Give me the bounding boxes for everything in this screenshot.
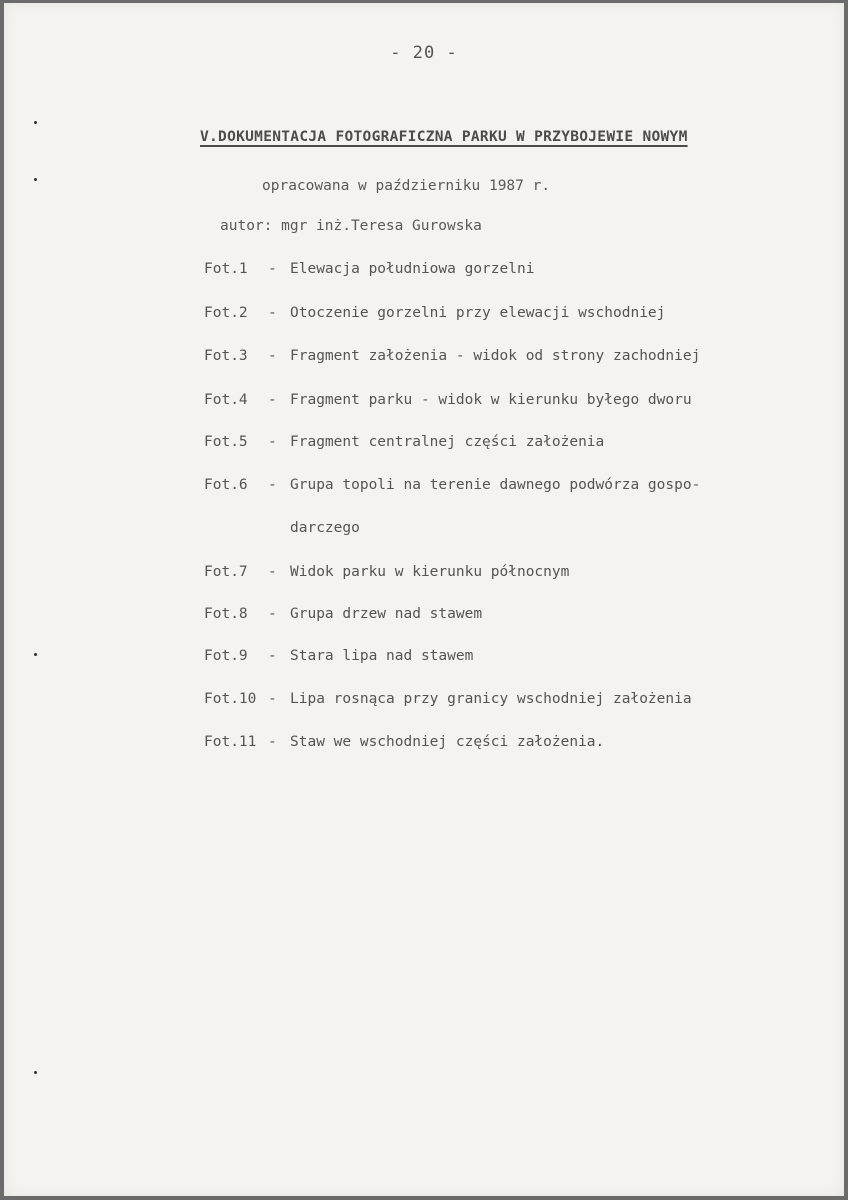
photo-dash: - [268, 305, 277, 321]
photo-label: Fot.1 [204, 261, 248, 277]
photo-entry [204, 392, 692, 408]
photo-dash: - [268, 261, 277, 277]
photo-dash: - [268, 648, 277, 664]
photo-entry [204, 434, 604, 450]
photo-description: Elewacja południowa gorzelni [290, 261, 535, 277]
photo-description: Grupa topoli na terenie dawnego podwórza gospo- [290, 477, 701, 493]
photo-description: Fragment parku - widok w kierunku byłego dworu [290, 392, 692, 408]
photo-entry [204, 564, 569, 580]
photo-description-continuation: darczego [290, 520, 360, 536]
photo-entry [204, 305, 665, 321]
margin-dot [34, 1071, 37, 1074]
photo-label: Fot.10 [204, 691, 257, 707]
photo-dash: - [268, 348, 277, 364]
margin-dot [34, 653, 37, 656]
photo-description: Grupa drzew nad stawem [290, 606, 483, 622]
photo-description: Stara lipa nad stawem [290, 648, 474, 664]
document-page [4, 3, 844, 1196]
author-line: autor: mgr inż.Teresa Gurowska [220, 218, 482, 234]
photo-label: Fot.2 [204, 305, 248, 321]
photo-dash: - [268, 734, 277, 750]
photo-entry [204, 606, 482, 622]
photo-entry [204, 261, 534, 277]
photo-label: Fot.7 [204, 564, 248, 580]
photo-label: Fot.6 [204, 477, 248, 493]
photo-dash: - [268, 434, 277, 450]
photo-description: Fragment centralnej części założenia [290, 434, 605, 450]
photo-description: Lipa rosnąca przy granicy wschodniej założenia [290, 691, 692, 707]
page-number: - 20 - [390, 43, 458, 63]
photo-dash: - [268, 691, 277, 707]
photo-entry [204, 734, 604, 750]
photo-label: Fot.9 [204, 648, 248, 664]
photo-entry [204, 348, 700, 364]
photo-label: Fot.4 [204, 392, 248, 408]
photo-dash: - [268, 606, 277, 622]
photo-label: Fot.8 [204, 606, 248, 622]
photo-dash: - [268, 392, 277, 408]
photo-label: Fot.5 [204, 434, 248, 450]
photo-entry [204, 477, 700, 493]
photo-label: Fot.3 [204, 348, 248, 364]
margin-dot [34, 121, 37, 124]
photo-entry [204, 691, 692, 707]
photo-description: Fragment założenia - widok od strony zachodniej [290, 348, 701, 364]
photo-label: Fot.11 [204, 734, 257, 750]
photo-description: Otoczenie gorzelni przy elewacji wschodniej [290, 305, 666, 321]
photo-dash: - [268, 564, 277, 580]
photo-entry [204, 648, 473, 664]
margin-dot [34, 178, 37, 181]
photo-description: Staw we wschodniej części założenia. [290, 734, 605, 750]
photo-description: Widok parku w kierunku północnym [290, 564, 570, 580]
prepared-date: opracowana w październiku 1987 r. [262, 178, 551, 194]
photo-dash: - [268, 477, 277, 493]
section-heading: V.DOKUMENTACJA FOTOGRAFICZNA PARKU W PRZYBOJEWIE NOWYM [200, 129, 688, 145]
